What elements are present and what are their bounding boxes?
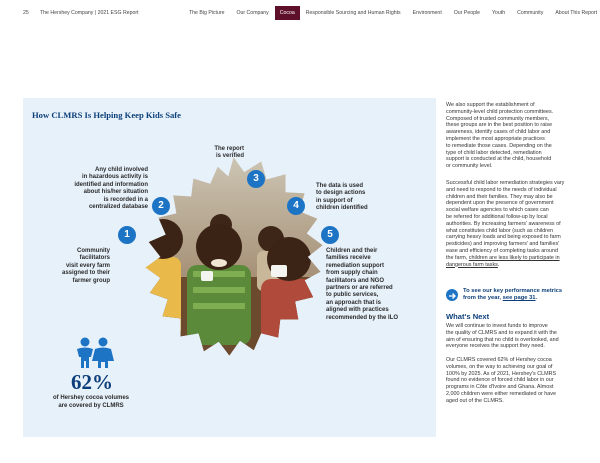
panel-title: How CLMRS Is Helping Keep Kids Safe xyxy=(32,110,181,120)
paragraph-coverage xyxy=(446,357,576,405)
text-line: and need to respond to the needs of individual xyxy=(446,186,557,193)
top-bar xyxy=(0,0,600,28)
nav-our-company[interactable]: Our Company xyxy=(236,10,269,16)
children-icon xyxy=(73,337,115,369)
step-2-badge: 2 xyxy=(152,197,170,215)
stat-value: 62% xyxy=(71,370,113,394)
text-line: implement the most appropriate practices xyxy=(446,135,545,142)
text-line: social welfare agencies to which cases can xyxy=(446,207,549,214)
step-5-badge: 5 xyxy=(321,226,339,244)
text-line: or community level. xyxy=(446,163,493,170)
text-line: be referred for additional follow-up by local xyxy=(446,213,548,220)
step-3-text: The report is verified xyxy=(214,146,244,160)
dangerous-tasks-link[interactable]: dangerous farm tasks xyxy=(446,261,498,268)
step-1-text: Community facilitators visit every farm assigned to their farmer group xyxy=(61,248,110,284)
text-line: carrying heavy loads and being exposed to farm xyxy=(446,234,561,241)
arrow-right-icon xyxy=(446,289,458,301)
text-line: what constitutes child labor (such as children xyxy=(446,227,553,234)
text-line: We will continue to invest funds to improve xyxy=(446,323,548,329)
whats-next-heading: What's Next xyxy=(446,312,490,321)
text-line: type of child labor detected, remediation xyxy=(446,149,542,156)
page-number: 25 xyxy=(23,10,29,16)
nav-cocoa[interactable]: Cocoa xyxy=(275,6,300,20)
nav-responsible-sourcing[interactable]: Responsible Sourcing and Human Rights xyxy=(305,10,401,16)
text-line: community-level child protection committees. xyxy=(446,108,554,115)
text-line: programs in Côte d'Ivoire and Ghana. Almost xyxy=(446,384,554,391)
children-photo xyxy=(121,147,341,367)
text-line: pesticides) and improving farmers' and families' xyxy=(446,241,560,248)
step-1-badge: 1 xyxy=(118,226,136,244)
text-line: found no evidence of forced child labor in our xyxy=(446,377,554,384)
text-line: Our CLMRS covered 62% of Hershey cocoa xyxy=(446,357,552,363)
paragraph-committees xyxy=(446,102,576,170)
nav-about-report[interactable]: About This Report xyxy=(555,10,598,16)
text-line: 100% by 2025. As of 2021, Hershey's CLMRS xyxy=(446,370,557,377)
nav-community[interactable]: Community xyxy=(517,10,544,16)
text-line: ease and efficiency of completing tasks around xyxy=(446,247,558,254)
kpi-callout: To see our key performance metrics from the year, see page 31. xyxy=(446,287,576,307)
text-line: to remediate those cases. Depending on the xyxy=(446,142,552,149)
nav-our-people[interactable]: Our People xyxy=(453,10,481,16)
text-line: Successful child labor remediation strategies vary xyxy=(446,180,565,186)
text-line: aim of ensuring that no child is overlooked, and xyxy=(446,336,559,343)
document-title: The Hershey Company | 2021 ESG Report xyxy=(40,10,139,16)
text-line: We also support the establishment of xyxy=(446,102,535,108)
step-2-text: Any child involved in hazardous activity is identified and information about his/her situation is recorded in a centralized database xyxy=(74,167,148,211)
nav-youth[interactable]: Youth xyxy=(492,10,506,16)
less-likely-link[interactable]: children are less likely to participate in xyxy=(468,254,560,261)
text-line: these groups are in the best position to raise xyxy=(446,122,553,129)
text-line: support is conducted at the child, household xyxy=(446,156,552,163)
paragraph-invest xyxy=(446,323,576,350)
step-4-badge: 4 xyxy=(287,197,305,215)
text-line: 2,000 children were either remediated or have xyxy=(446,390,556,397)
paragraph-remediation: Successful child labor remediation strategies vary and need to respond to the needs of individual children and their families. They may also be dependent upon the presence of government social welfare agencies to which cases can be referred for additional follow-up by local authorities. By increasing farmers' awareness of what constitutes child labor (such as children carrying heavy loads and being exposed to farm pesticides) and improving farmers' and families' ease and efficiency of completing tasks around the farm, children are less likely to participate in dangerous farm tasks. xyxy=(446,180,576,268)
text-line: children and their families. They may also be xyxy=(446,193,553,200)
step-5-text: Children and their families receive remediation support from supply chain facilitators and NGO partners or are referred to public services, an approach that is aligned with practices recommended by the ILO xyxy=(326,248,399,321)
nav-environment[interactable]: Environment xyxy=(412,10,442,16)
text-line: Composed of trusted community members, xyxy=(446,115,550,122)
see-page-31-link[interactable]: see page 31 xyxy=(502,295,536,302)
text-line: dependent upon the presence of government xyxy=(446,200,554,207)
text-line: aged out of the CLMRS. xyxy=(446,397,504,404)
step-3-badge: 3 xyxy=(247,170,265,188)
section-nav xyxy=(183,6,600,20)
text-line: everyone receives the support they need. xyxy=(446,343,545,350)
step-4-text: The data is used to design actions in support of children identified xyxy=(316,183,368,212)
text-line: awareness, identify cases of child labor and xyxy=(446,129,551,136)
text-line: authorities. By increasing farmers' awareness of xyxy=(446,220,561,227)
stat-caption: of Hershey cocoa volumes are covered by CLMRS xyxy=(52,395,130,409)
text-line: volumes, on the way to achieving our goal of xyxy=(446,363,553,370)
nav-big-picture[interactable]: The Big Picture xyxy=(189,10,225,16)
text-line: the quality of CLMRS and to expand it with the xyxy=(446,329,557,336)
